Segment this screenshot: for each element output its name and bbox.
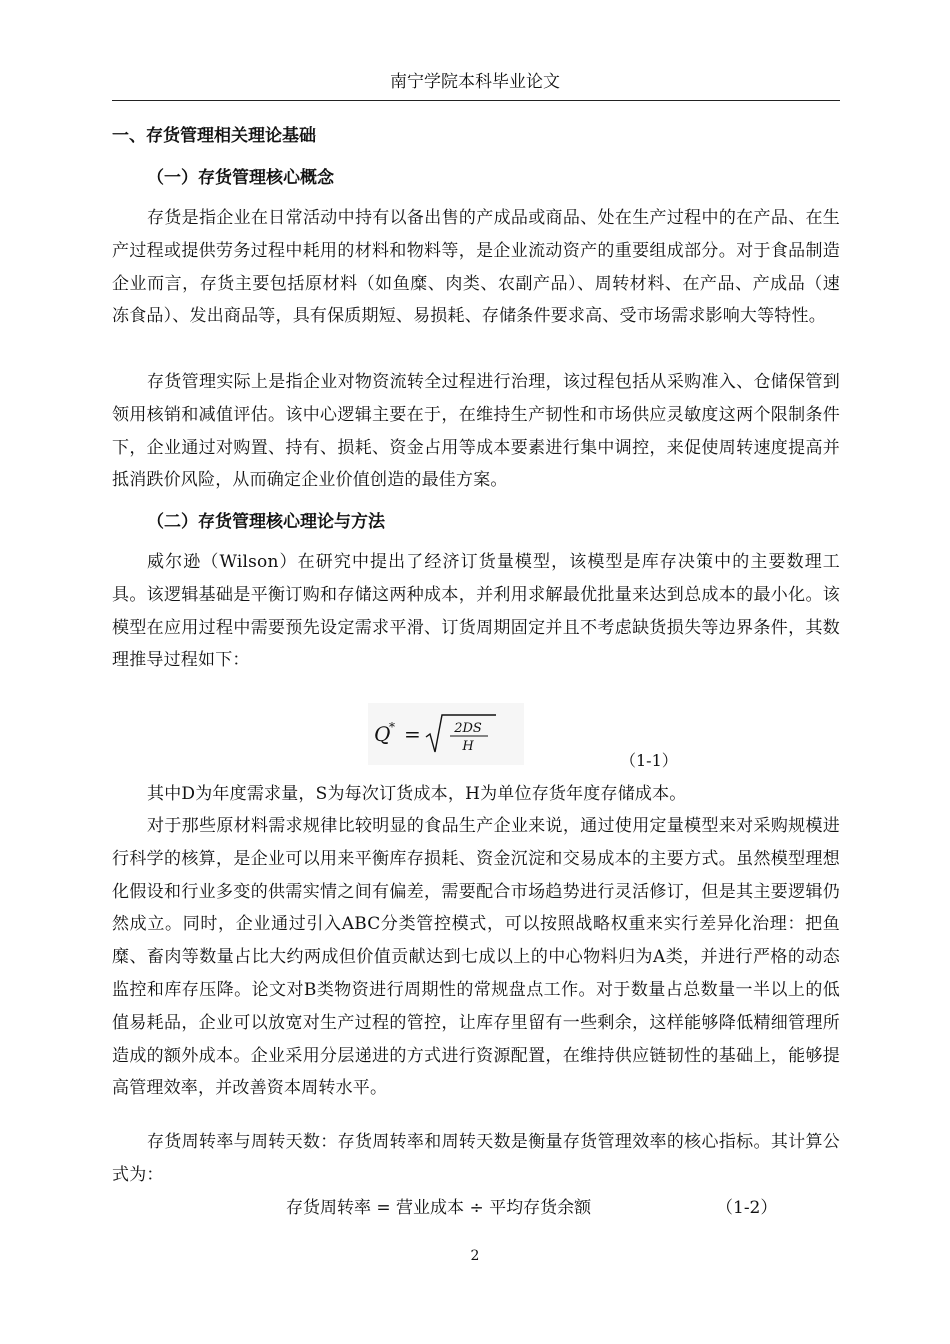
eoq-formula xyxy=(368,703,524,765)
paragraph-inventory-definition: 存货是指企业在日常活动中持有以备出售的产成品或商品、处在生产过程中的在产品、在生产过程或提供劳务过程中耗用的材料和物料等，是企业流动资产的重要组成部分。对于食品制造企业而言，存货主要包括原材料（如鱼糜、肉类、农副产品）、周转材料、在产品、产成品（速冻食品）、发出商品等，具有保质期短、易损耗、存储条件要求高、受市场需求影响大等特性。 xyxy=(112,208,840,327)
running-header: 南宁学院本科毕业论文 xyxy=(390,72,560,92)
subsection-heading-2: （二）存货管理核心理论与方法 xyxy=(147,512,385,532)
turnover-formula-expression: 存货周转率 = 营业成本 ÷ 平均存货余额 xyxy=(286,1198,592,1218)
formula-numerator: 2DS xyxy=(454,721,482,736)
header-divider xyxy=(112,100,840,101)
page-number: 2 xyxy=(470,1248,480,1264)
subsection-heading-1: （一）存货管理核心概念 xyxy=(147,168,334,188)
paragraph-formula-variables: 其中D为年度需求量，S为每次订货成本，H为单位存货年度存储成本。 xyxy=(147,784,687,804)
paragraph-abc-classification: 对于那些原材料需求规律比较明显的食品生产企业来说，通过使用定量模型来对采购规模进行科学的核算，是企业可以用来平衡库存损耗、资金沉淀和交易成本的主要方式。虽然模型理想化假设和行业多变的供需实情之间有偏差，需要配合市场趋势进行灵活修订，但是其主要逻辑仍然成立。同时，企业通过引入ABC分类管控模式，可以按照战略权重来实行差异化治理：把鱼糜、畜肉等数量占比大约两成但价值贡献达到七成以上的中心物料归为A类，并进行严格的动态监控和库存压降。论文对B类物资进行周期性的常规盘点工作。对于数量占总数量一半以上的低值易耗品，企业可以放宽对生产过程的管控，让库存里留有一些剩余，这样能够降低精细管理所造成的额外成本。企业采用分层递进的方式进行资源配置，在维持供应链韧性的基础上，能够提高管理效率，并改善资本周转水平。 xyxy=(112,816,840,1099)
equation-number-2: （1-2） xyxy=(716,1198,778,1218)
section-heading: 一、存货管理相关理论基础 xyxy=(112,126,316,146)
formula-superscript: * xyxy=(389,720,395,734)
paragraph-eoq-model: 威尔逊（Wilson）在研究中提出了经济订货量模型，该模型是库存决策中的主要数理工具。该逻辑基础是平衡订购和存储这两种成本，并利用求解最优批量来达到总成本的最小化。该模型在应用过程中需要预先设定需求平滑、订货周期固定并且不考虑缺货损失等边界条件，其数理推导过程如下： xyxy=(112,552,840,671)
formula-equals: = xyxy=(404,722,421,746)
formula-lhs: Q xyxy=(374,722,391,746)
paragraph-inventory-management: 存货管理实际上是指企业对物资流转全过程进行治理，该过程包括从采购准入、仓储保管到领用核销和减值评估。该中心逻辑主要在于，在维持生产韧性和市场供应灵敏度这两个限制条件下，企业通过对购置、持有、损耗、资金占用等成本要素进行集中调控，来促使周转速度提高并抵消跌价风险，从而确定企业价值创造的最佳方案。 xyxy=(112,372,840,491)
paragraph-turnover-intro: 存货周转率与周转天数：存货周转率和周转天数是衡量存货管理效率的核心指标。其计算公式为： xyxy=(112,1132,840,1185)
formula-denominator: H xyxy=(462,739,474,754)
equation-number-1: （1-1） xyxy=(620,751,678,770)
